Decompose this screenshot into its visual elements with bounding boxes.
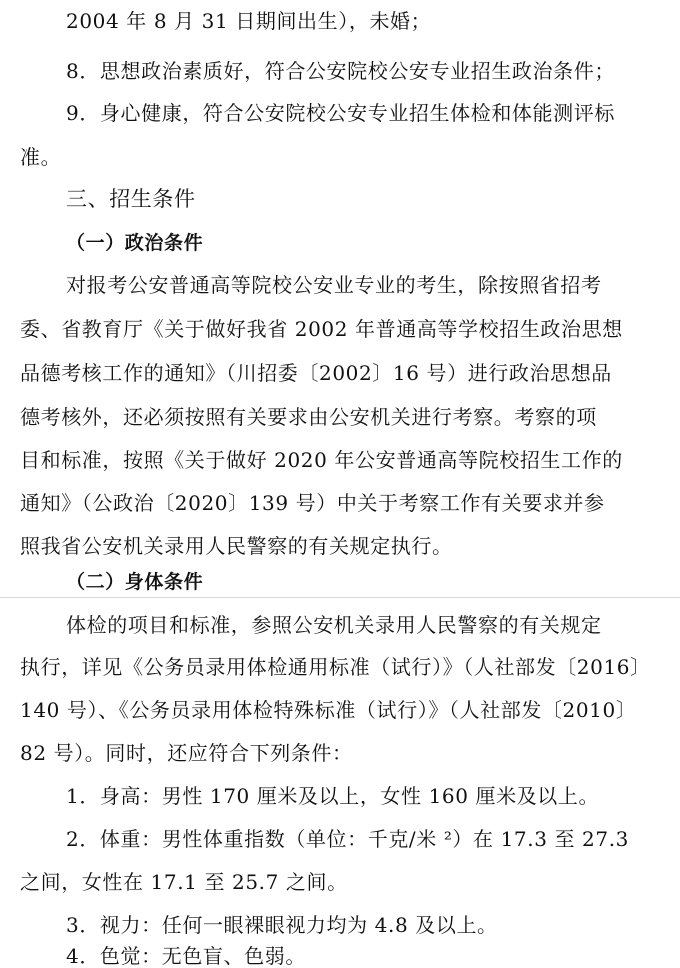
paragraph-line: 照我省公安机关录用人民警察的有关规定执行。 xyxy=(20,534,453,558)
list-item: 2．体重：男性体重指数（单位：千克/米 ²）在 17.3 至 27.3 xyxy=(66,827,629,851)
list-item: 9．身心健康，符合公安院校公安专业招生体检和体能测评标 xyxy=(66,101,615,125)
paragraph-line: 通知》（公政治〔2020〕139 号）中关于考察工作有关要求并参 xyxy=(20,491,605,515)
paragraph-line: 82 号）。同时，还应符合下列条件： xyxy=(20,741,353,765)
section-heading: 三、招生条件 xyxy=(66,187,196,211)
list-item: 8．思想政治素质好，符合公安院校公安专业招生政治条件； xyxy=(66,59,615,83)
paragraph-line: 体检的项目和标准，参照公安机关录用人民警察的有关规定 xyxy=(66,613,602,637)
text-line: 2004 年 8 月 31 日期间出生），未婚； xyxy=(66,9,432,33)
list-item: 4．色觉：无色盲、色弱。 xyxy=(66,944,306,968)
paragraph-line: 对报考公安普通高等院校公安业专业的考生，除按照省招考 xyxy=(66,273,602,297)
list-item: 3．视力：任何一眼裸眼视力均为 4.8 及以上。 xyxy=(66,913,498,937)
paragraph-line: 德考核外，还必须按照有关要求由公安机关进行考察。考察的项 xyxy=(20,405,597,429)
paragraph-line: 委、省教育厅《关于做好我省 2002 年普通高等学校招生政治思想 xyxy=(20,317,623,341)
page-crease xyxy=(0,597,680,598)
list-item: 1．身高：男性 170 厘米及以上，女性 160 厘米及以上。 xyxy=(66,784,600,808)
paragraph-line: 140 号）、《公务员录用体检特殊标准（试行）》（人社部发〔2010〕 xyxy=(20,698,637,722)
subsection-heading: （一）政治条件 xyxy=(66,232,204,254)
paragraph-line: 执行，详见《公务员录用体检通用标准（试行）》（人社部发〔2016〕 xyxy=(20,655,651,679)
paragraph-line: 目和标准，按照《关于做好 2020 年公安普通高等院校招生工作的 xyxy=(20,448,623,472)
list-item: 之间，女性在 17.1 至 25.7 之间。 xyxy=(20,870,348,894)
text-line: 准。 xyxy=(20,145,62,169)
subsection-heading: （二）身体条件 xyxy=(66,571,204,593)
paragraph-line: 品德考核工作的通知》（川招委〔2002〕16 号）进行政治思想品 xyxy=(20,361,612,385)
